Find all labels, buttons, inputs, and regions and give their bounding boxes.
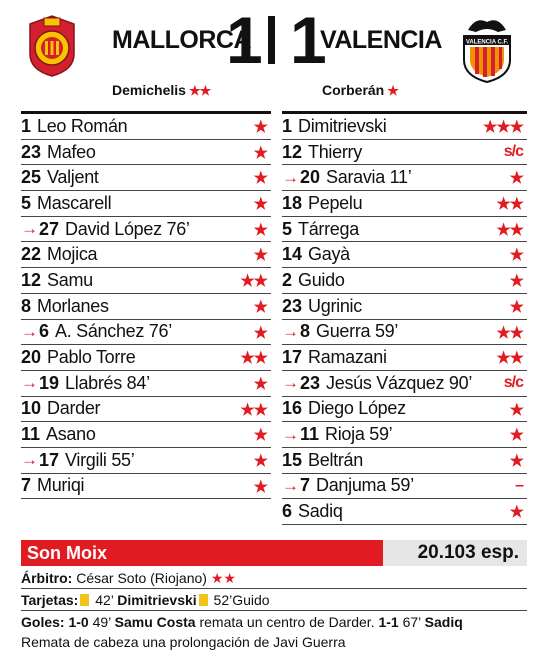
home-team-name: MALLORCA — [112, 26, 252, 54]
player-row — [21, 397, 271, 423]
substitution-arrow-icon: → — [282, 424, 299, 444]
player-number: 20 — [300, 167, 321, 188]
player-rating: ★★ — [240, 401, 267, 419]
player-number: 6 — [39, 321, 50, 342]
referee-label: Árbitro: — [21, 570, 73, 586]
substitution-arrow-icon: → — [21, 321, 38, 341]
player-rating: s/c — [503, 142, 523, 160]
home-coach — [112, 82, 210, 99]
player-rating: ★ — [509, 170, 523, 188]
yellow-card-icon — [80, 594, 89, 606]
player-row — [282, 217, 527, 243]
player-row — [21, 242, 271, 268]
player-name: Mascarell — [37, 192, 112, 213]
card2-entry: 52’Guido — [213, 592, 270, 608]
player-name: Sadiq — [298, 501, 343, 522]
valencia-crest-icon — [458, 14, 516, 84]
player-rating: ★ — [509, 273, 523, 291]
mallorca-crest-icon — [26, 14, 78, 78]
player-row — [282, 371, 527, 397]
away-coach-name: Corberán — [322, 82, 385, 98]
player-name: Pablo Torre — [47, 347, 136, 368]
goal2-minute: 67’ — [402, 614, 421, 630]
player-name: Rioja 59’ — [325, 424, 393, 445]
player-rating: ★★ — [240, 273, 267, 291]
substitution-arrow-icon: → — [282, 321, 299, 341]
player-name: Muriqi — [37, 475, 85, 496]
player-row — [21, 114, 271, 140]
player-row — [282, 474, 527, 500]
player-row — [21, 345, 271, 371]
player-row — [282, 242, 527, 268]
player-rating: ★ — [253, 119, 267, 136]
player-name: Pepelu — [308, 192, 363, 213]
player-number: 1 — [282, 115, 293, 136]
substitution-arrow-icon: → — [282, 475, 299, 495]
player-row — [282, 114, 527, 140]
player-number: 16 — [282, 398, 303, 419]
player-number: 12 — [282, 141, 303, 162]
player-number: 7 — [300, 475, 311, 496]
goal1-scorer: Samu Costa — [114, 614, 196, 630]
player-rating: ★ — [509, 247, 523, 265]
player-number: 23 — [282, 295, 303, 316]
player-name: Morlanes — [37, 295, 109, 316]
player-name: Guido — [298, 269, 345, 290]
player-row — [282, 165, 527, 191]
substitution-arrow-icon: → — [282, 373, 299, 393]
cards-label: Tarjetas: — [21, 592, 79, 608]
player-number: 25 — [21, 167, 42, 188]
player-number: 2 — [282, 269, 293, 290]
player-row — [282, 268, 527, 294]
player-number: 22 — [21, 244, 42, 265]
goal1-minute: 49’ — [92, 614, 111, 630]
player-row — [282, 422, 527, 448]
player-number: 5 — [282, 218, 293, 239]
player-rating: ★ — [253, 427, 267, 445]
player-name: Samu — [47, 269, 93, 290]
player-row — [21, 191, 271, 217]
cards-line — [21, 590, 527, 611]
player-name: A. Sánchez 76’ — [55, 321, 172, 342]
player-number: 18 — [282, 192, 303, 213]
player-number: 8 — [21, 295, 32, 316]
player-name: Tárrega — [298, 218, 359, 239]
goal2-description: Remata de cabeza una prolongación de Javi Guerra — [21, 634, 346, 650]
referee-rating: ★★ — [210, 570, 236, 586]
card1-minute: 42’ — [95, 592, 114, 608]
player-name: Llabrés 84’ — [65, 372, 150, 393]
player-number: 14 — [282, 244, 303, 265]
away-coach — [322, 82, 398, 99]
player-name: Guerra 59’ — [316, 321, 399, 342]
home-score: 1 — [226, 3, 263, 77]
player-row — [21, 294, 271, 320]
substitution-arrow-icon: → — [21, 450, 38, 470]
score-separator — [268, 16, 275, 64]
player-number: 12 — [21, 269, 42, 290]
goal2-scorer: Sadiq — [424, 614, 463, 630]
player-row — [21, 268, 271, 294]
player-rating: ★★★ — [482, 119, 523, 136]
player-number: 20 — [21, 347, 42, 368]
player-name: Gayà — [308, 244, 350, 265]
goal2-description-line — [21, 632, 527, 652]
player-rating: s/c — [503, 373, 523, 391]
player-row — [21, 448, 271, 474]
player-name: Darder — [47, 398, 101, 419]
away-score: 1 — [290, 3, 327, 77]
player-number: 27 — [39, 218, 60, 239]
player-number: 11 — [300, 424, 320, 445]
yellow-card-icon — [199, 594, 208, 606]
player-number: 6 — [282, 501, 293, 522]
away-coach-rating: ★ — [387, 83, 398, 98]
player-rating: ★ — [509, 298, 523, 316]
player-rating: ★★ — [496, 324, 523, 342]
player-number: 1 — [21, 115, 32, 136]
player-rating: ★★ — [240, 350, 267, 368]
player-row — [21, 422, 271, 448]
player-rating: ★ — [253, 452, 267, 470]
stadium-name: Son Moix — [21, 540, 383, 566]
referee-name: César Soto (Riojano) — [76, 570, 207, 586]
player-name: Diego López — [308, 398, 406, 419]
player-row — [282, 499, 527, 525]
player-name: Valjent — [47, 167, 99, 188]
player-row — [282, 191, 527, 217]
player-number: 23 — [300, 372, 321, 393]
player-rating: ★ — [509, 427, 523, 445]
away-lineup — [282, 111, 527, 525]
player-number: 17 — [282, 347, 303, 368]
player-row — [21, 217, 271, 243]
player-number: 17 — [39, 449, 60, 470]
player-row — [282, 294, 527, 320]
player-number: 23 — [21, 141, 42, 162]
home-lineup — [21, 111, 271, 499]
substitution-arrow-icon: → — [21, 373, 38, 393]
player-row — [282, 397, 527, 423]
player-name: Dimitrievski — [298, 115, 387, 136]
player-rating: – — [515, 476, 523, 494]
player-row — [21, 371, 271, 397]
player-row — [21, 140, 271, 166]
player-rating: ★★ — [496, 196, 523, 214]
player-name: Jesús Vázquez 90’ — [326, 372, 473, 393]
player-rating: ★ — [509, 452, 523, 470]
home-coach-name: Demichelis — [112, 82, 186, 98]
player-number: 5 — [21, 192, 32, 213]
player-number: 8 — [300, 321, 311, 342]
player-number: 10 — [21, 398, 42, 419]
goal2-score: 1-1 — [378, 614, 399, 630]
substitution-arrow-icon: → — [21, 219, 38, 239]
player-number: 7 — [21, 475, 32, 496]
player-rating: ★ — [253, 298, 267, 316]
player-name: Mojica — [47, 244, 98, 265]
player-name: Thierry — [308, 141, 362, 162]
match-header — [0, 0, 546, 110]
player-name: Leo Román — [37, 115, 128, 136]
away-team-name: VALENCIA — [320, 26, 442, 54]
home-coach-rating: ★★ — [188, 83, 211, 98]
player-name: Ramazani — [308, 347, 387, 368]
player-rating: ★ — [509, 401, 523, 419]
player-name: Virgili 55’ — [65, 449, 135, 470]
player-rating: ★ — [253, 375, 267, 393]
substitution-arrow-icon: → — [282, 167, 299, 187]
goal1-score: 1-0 — [68, 614, 89, 630]
attendance: 20.103 esp. — [383, 540, 527, 566]
card1-player: Dimitrievski — [117, 592, 197, 608]
player-row — [282, 448, 527, 474]
player-name: Saravia 11’ — [326, 167, 412, 188]
player-name: David López 76’ — [65, 218, 190, 239]
goal1-description: remata un centro de Darder. — [199, 614, 375, 630]
player-rating: ★ — [253, 170, 267, 188]
player-rating: ★ — [253, 478, 267, 496]
player-name: Danjuma 59’ — [316, 475, 414, 496]
player-rating: ★★ — [496, 221, 523, 239]
player-number: 11 — [21, 424, 41, 445]
player-rating: ★ — [253, 196, 267, 214]
valencia-crest-text: VALENCIA C.F. — [465, 39, 509, 46]
player-name: Beltrán — [308, 449, 363, 470]
player-row — [21, 320, 271, 346]
player-number: 15 — [282, 449, 303, 470]
player-name: Ugrinic — [308, 295, 362, 316]
player-row — [21, 165, 271, 191]
goals-label: Goles: — [21, 614, 65, 630]
referee-line — [21, 568, 527, 589]
player-rating: ★ — [253, 221, 267, 239]
player-rating: ★ — [253, 324, 267, 342]
player-row — [282, 320, 527, 346]
player-rating: ★ — [253, 144, 267, 162]
player-rating: ★ — [253, 247, 267, 265]
player-row — [282, 140, 527, 166]
player-row — [21, 474, 271, 500]
player-row — [282, 345, 527, 371]
player-name: Asano — [46, 424, 96, 445]
player-number: 19 — [39, 372, 60, 393]
player-name: Mafeo — [47, 141, 96, 162]
player-rating: ★★ — [496, 350, 523, 368]
goals-line — [21, 612, 527, 632]
player-rating: ★ — [509, 504, 523, 522]
